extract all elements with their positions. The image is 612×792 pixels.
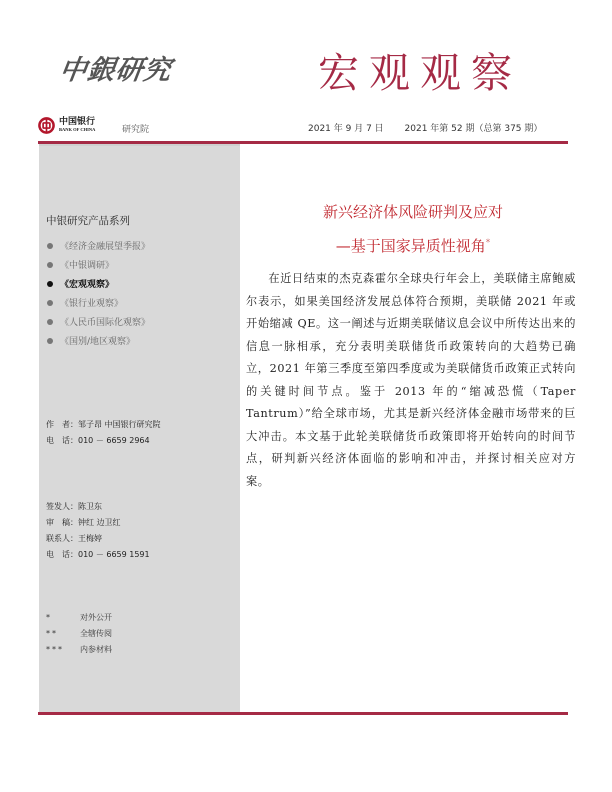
author-value: 邹子昂 中国银行研究院 [78,420,161,429]
product-item [46,255,150,274]
products-title: 中银研究产品系列 [46,215,130,227]
publication-date: 2021 年 9 月 7 日 [308,124,384,134]
product-item [46,236,150,255]
product-label: 《人民币国际化观察》 [60,318,151,328]
issue-number: 2021 年第 52 期（总第 375 期） [404,124,543,134]
series-title: 宏观观察 [318,49,522,97]
classification-label: 内参材料 [80,645,112,654]
issue-info [308,121,542,134]
bank-of-china-logo [38,117,95,134]
brand-calligraphy-logo: 中銀研究 [57,55,174,86]
boc-name-en: BANK OF CHINA [59,127,96,133]
bullet-icon [47,338,53,344]
star-icon: ** [46,629,58,638]
phone-label: 电 话： [46,436,78,445]
article-subtitle [240,235,586,256]
author-info [46,417,161,449]
bullet-icon [47,243,53,249]
phone-value: 010 － 6659 2964 [78,436,150,445]
product-label: 《宏观观察》 [60,280,115,290]
footnote-mark: * [485,238,491,248]
star-icon: *** [46,645,64,654]
contact-info [46,499,150,563]
contact-label: 联系人： [46,534,78,543]
star-icon: * [46,613,52,622]
bullet-icon [47,300,53,306]
product-item [46,293,150,312]
phone-value: 010 － 6659 1591 [78,550,150,559]
bullet-icon [47,319,53,325]
footer-divider [38,712,568,715]
article-subtitle-text: —基于国家异质性视角 [335,237,486,255]
author-label: 作 者： [46,420,78,429]
product-item [46,331,150,350]
product-label: 《中银调研》 [60,261,115,271]
product-item [46,312,150,331]
phone-label: 电 话： [46,550,78,559]
boc-emblem-icon [38,117,55,134]
product-item-active [46,274,150,293]
classification-label: 对外公开 [80,613,112,622]
article-title: 新兴经济体风险研判及应对 [322,203,503,221]
boc-name-cn: 中国银行 [59,117,96,128]
bullet-icon [47,262,53,268]
products-list [46,236,150,350]
reviewer-value: 钟红 边卫红 [78,518,121,527]
product-label: 《银行业观察》 [60,299,124,309]
article-abstract: 在近日结束的杰克森霍尔全球央行年会上，美联储主席鲍威尔表示，如果美国经济发展总体符合预期，美联储 2021 年或开始缩减 QE。这一阐述与近期美联储议息会议中所传达出来的信息一脉相承，充分表明美联储货币政策转向的大趋势已确立，2021 年第三季度至第四季度或为美联储货币政策正式转向的关键时间节点。鉴于 2013 年的“缩减恐慌（Taper Tantrum）”给全球市场，尤其是新兴经济体金融市场带来的巨大冲击。本文基于此轮美联储货币政策即将开始转向的时间节点，研判新兴经济体面临的影响和冲击，并探讨相关应对方案。 [246,272,576,488]
product-label: 《经济金融展望季报》 [60,242,151,252]
issuer-value: 陈卫东 [78,502,102,511]
issuer-label: 签发人： [46,502,78,511]
institute-label: 研究院 [122,125,150,135]
classification-label: 全辖传阅 [80,629,112,638]
classification-legend [46,610,112,658]
contact-value: 王梅婷 [78,534,102,543]
bullet-icon [47,281,53,287]
product-label: 《国别/地区观察》 [60,337,136,347]
reviewer-label: 审 稿： [46,518,78,527]
